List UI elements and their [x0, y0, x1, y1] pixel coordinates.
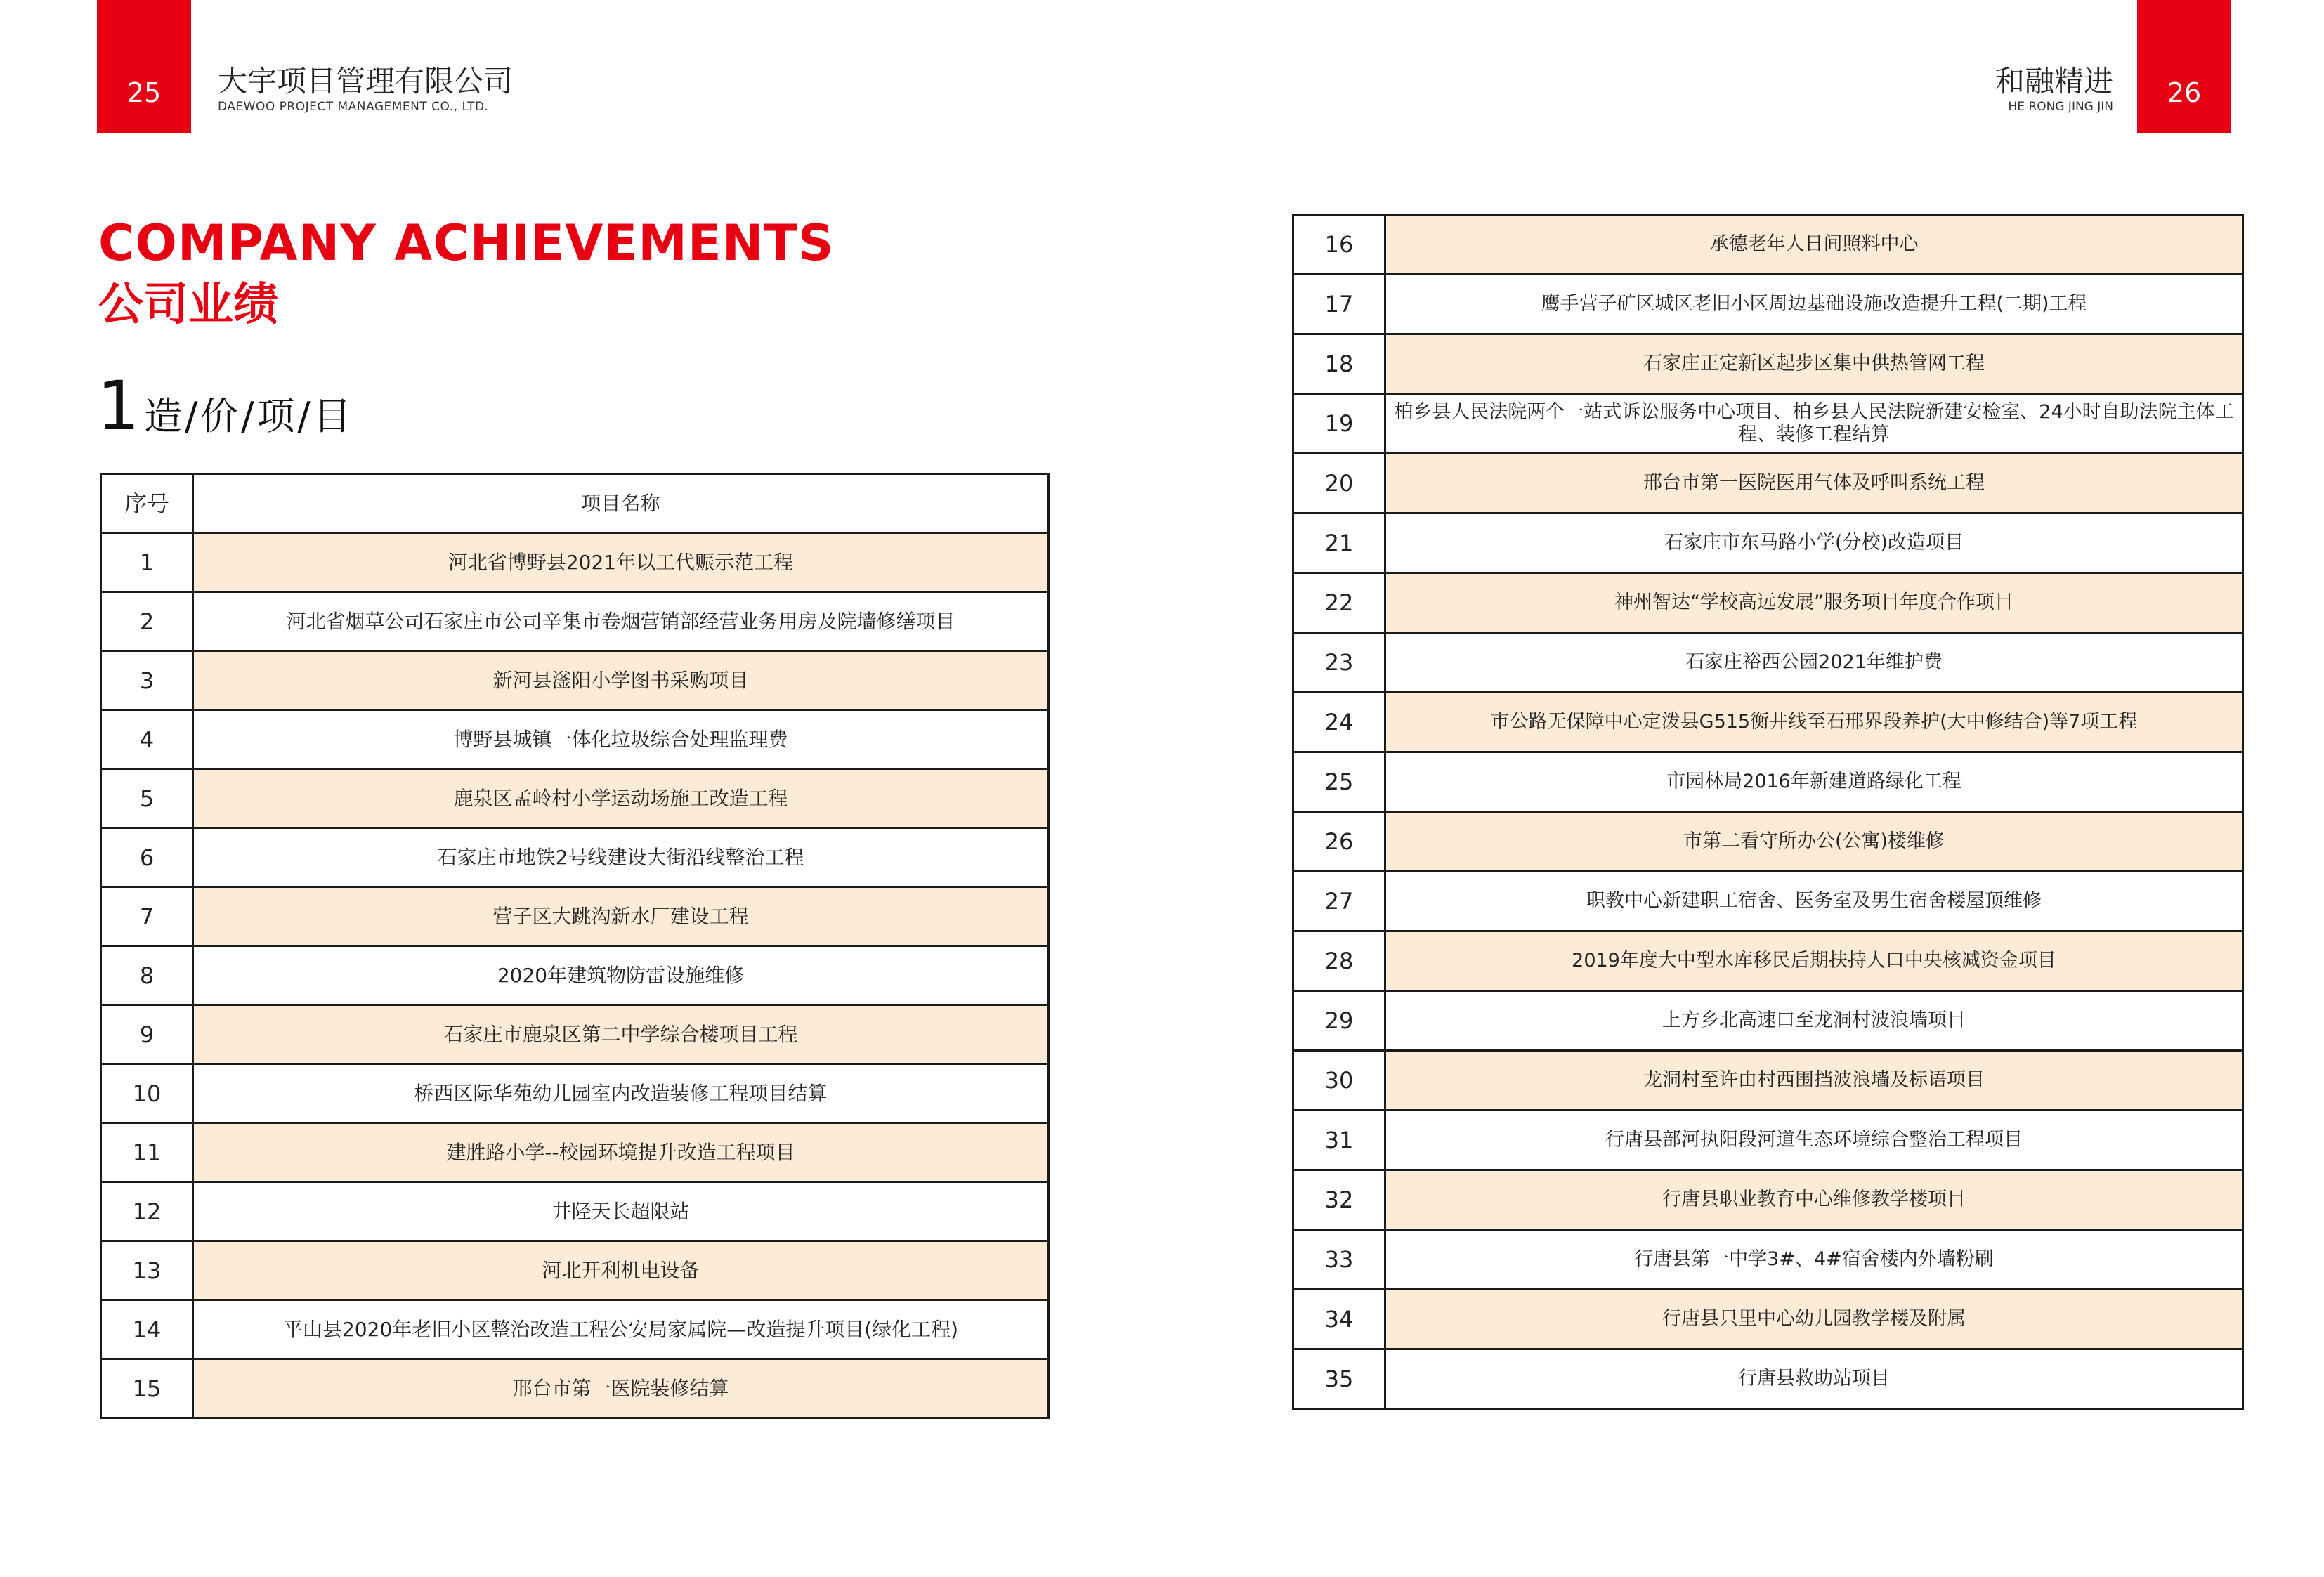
- right-page-number: 26: [2167, 77, 2202, 108]
- row-number: 7: [101, 887, 193, 946]
- row-project-name: 2020年建筑物防雷设施维修: [193, 946, 1049, 1005]
- row-number: 4: [101, 710, 193, 769]
- table-row: [1293, 1051, 2243, 1111]
- table-row: [1293, 215, 2243, 275]
- table-row: [101, 1241, 1049, 1300]
- table-row: [1293, 991, 2243, 1051]
- section-number: 1: [97, 367, 141, 445]
- row-number: 5: [101, 769, 193, 828]
- row-number: 16: [1293, 215, 1385, 275]
- row-project-name: 市公路无保障中心定泼县G515衡井线至石邢界段养护(大中修结合)等7项工程: [1385, 693, 2243, 752]
- row-project-name: 神州智达“学校高远发展”服务项目年度合作项目: [1385, 573, 2243, 633]
- row-project-name: 邢台市第一医院医用气体及呼叫系统工程: [1385, 454, 2243, 513]
- table-row: [101, 887, 1049, 946]
- company-name-en: DAEWOO PROJECT MANAGEMENT CO., LTD.: [218, 100, 489, 114]
- row-project-name: 博野县城镇一体化垃圾综合处理监理费: [193, 710, 1049, 769]
- slogan-header: [1995, 65, 2113, 114]
- row-project-name: 石家庄市东马路小学(分校)改造项目: [1385, 513, 2243, 573]
- row-project-name: 行唐县只里中心幼儿园教学楼及附属: [1385, 1290, 2243, 1349]
- row-project-name: 行唐县部河执阳段河道生态环境综合整治工程项目: [1385, 1111, 2243, 1170]
- table-row: [1293, 693, 2243, 752]
- table-row: [1293, 1170, 2243, 1230]
- table-row: [101, 1064, 1049, 1123]
- row-project-name: 行唐县职业教育中心维修教学楼项目: [1385, 1170, 2243, 1230]
- table-row: [1293, 1349, 2243, 1409]
- row-project-name: 上方乡北高速口至龙洞村波浪墙项目: [1385, 991, 2243, 1051]
- table-row: [101, 1005, 1049, 1064]
- row-number: 20: [1293, 454, 1385, 513]
- row-project-name: 鹰手营子矿区城区老旧小区周边基础设施改造提升工程(二期)工程: [1385, 275, 2243, 334]
- row-number: 19: [1293, 394, 1385, 454]
- row-number: 28: [1293, 931, 1385, 991]
- projects-table-left: [100, 473, 1050, 1419]
- row-project-name: 桥西区际华苑幼儿园室内改造装修工程项目结算: [193, 1064, 1049, 1123]
- projects-table-right: [1292, 214, 2244, 1410]
- row-project-name: 石家庄市鹿泉区第二中学综合楼项目工程: [193, 1005, 1049, 1064]
- row-number: 12: [101, 1182, 193, 1241]
- row-project-name: 龙洞村至许由村西围挡波浪墙及标语项目: [1385, 1051, 2243, 1111]
- table-row: [101, 651, 1049, 710]
- row-project-name: 建胜路小学--校园环境提升改造工程项目: [193, 1123, 1049, 1182]
- table-row: [1293, 394, 2243, 454]
- row-number: 25: [1293, 752, 1385, 812]
- row-project-name: 井陉天长超限站: [193, 1182, 1049, 1241]
- table-row: [1293, 931, 2243, 991]
- table-row: [101, 1123, 1049, 1182]
- table-row: [1293, 454, 2243, 513]
- row-number: 17: [1293, 275, 1385, 334]
- section-label: 造/价/项/目: [144, 394, 354, 438]
- row-project-name: 石家庄市地铁2号线建设大街沿线整治工程: [193, 828, 1049, 887]
- row-number: 26: [1293, 812, 1385, 872]
- header-project-name: 项目名称: [193, 474, 1049, 533]
- left-page-number-box: [97, 0, 191, 133]
- table-row: [101, 769, 1049, 828]
- row-number: 32: [1293, 1170, 1385, 1230]
- row-number: 8: [101, 946, 193, 1005]
- row-project-name: 2019年度大中型水库移民后期扶持人口中央核减资金项目: [1385, 931, 2243, 991]
- section-heading: [97, 367, 354, 445]
- table-row: [101, 710, 1049, 769]
- row-number: 22: [1293, 573, 1385, 633]
- row-project-name: 鹿泉区孟岭村小学运动场施工改造工程: [193, 769, 1049, 828]
- row-project-name: 市第二看守所办公(公寓)楼维修: [1385, 812, 2243, 872]
- table-row: [101, 828, 1049, 887]
- row-number: 1: [101, 533, 193, 592]
- table-row: [101, 1300, 1049, 1359]
- right-page-number-box: [2137, 0, 2231, 133]
- row-project-name: 营子区大跳沟新水厂建设工程: [193, 887, 1049, 946]
- table-row: [1293, 1111, 2243, 1170]
- page-title-cn: 公司业绩: [98, 279, 278, 331]
- row-project-name: 平山县2020年老旧小区整治改造工程公安局家属院—改造提升项目(绿化工程): [193, 1300, 1049, 1359]
- row-number: 2: [101, 592, 193, 651]
- table-row: [101, 946, 1049, 1005]
- row-number: 15: [101, 1359, 193, 1418]
- row-number: 18: [1293, 334, 1385, 394]
- company-name-cn: 大宇项目管理有限公司: [218, 64, 514, 98]
- row-number: 6: [101, 828, 193, 887]
- row-project-name: 石家庄裕西公园2021年维护费: [1385, 633, 2243, 693]
- row-number: 34: [1293, 1290, 1385, 1349]
- slogan-cn: 和融精进: [1995, 64, 2113, 98]
- row-number: 23: [1293, 633, 1385, 693]
- row-number: 27: [1293, 872, 1385, 931]
- table-row: [1293, 334, 2243, 394]
- table-row: [101, 1182, 1049, 1241]
- row-number: 13: [101, 1241, 193, 1300]
- table-row: [1293, 275, 2243, 334]
- table-row: [101, 592, 1049, 651]
- table-row: [1293, 1290, 2243, 1349]
- row-number: 14: [101, 1300, 193, 1359]
- row-number: 21: [1293, 513, 1385, 573]
- row-project-name: 河北省烟草公司石家庄市公司辛集市卷烟营销部经营业务用房及院墙修缮项目: [193, 592, 1049, 651]
- row-project-name: 职教中心新建职工宿舍、医务室及男生宿舍楼屋顶维修: [1385, 872, 2243, 931]
- row-number: 3: [101, 651, 193, 710]
- header-serial: 序号: [101, 474, 193, 533]
- row-project-name: 邢台市第一医院装修结算: [193, 1359, 1049, 1418]
- table-row: [1293, 872, 2243, 931]
- table-row: [1293, 812, 2243, 872]
- row-number: 33: [1293, 1230, 1385, 1290]
- row-project-name: 行唐县救助站项目: [1385, 1349, 2243, 1409]
- table-row: [101, 1359, 1049, 1418]
- table-row: [1293, 513, 2243, 573]
- row-project-name: 新河县滏阳小学图书采购项目: [193, 651, 1049, 710]
- table-row: [1293, 752, 2243, 812]
- row-project-name: 承德老年人日间照料中心: [1385, 215, 2243, 275]
- row-project-name: 市园林局2016年新建道路绿化工程: [1385, 752, 2243, 812]
- row-project-name: 河北开利机电设备: [193, 1241, 1049, 1300]
- row-number: 35: [1293, 1349, 1385, 1409]
- row-number: 10: [101, 1064, 193, 1123]
- row-number: 24: [1293, 693, 1385, 752]
- row-project-name: 行唐县第一中学3#、4#宿舍楼内外墙粉刷: [1385, 1230, 2243, 1290]
- row-project-name: 柏乡县人民法院两个一站式诉讼服务中心项目、柏乡县人民法院新建安检室、24小时自助法院主体工程、装修工程结算: [1385, 394, 2243, 454]
- table-row: [1293, 1230, 2243, 1290]
- table-header-row: [101, 474, 1049, 533]
- row-number: 31: [1293, 1111, 1385, 1170]
- row-project-name: 河北省博野县2021年以工代赈示范工程: [193, 533, 1049, 592]
- row-number: 30: [1293, 1051, 1385, 1111]
- table-row: [101, 533, 1049, 592]
- row-number: 29: [1293, 991, 1385, 1051]
- table-row: [1293, 573, 2243, 633]
- row-number: 9: [101, 1005, 193, 1064]
- slogan-en: HE RONG JING JIN: [2008, 100, 2113, 114]
- page-title-en: COMPANY ACHIEVEMENTS: [98, 214, 835, 272]
- row-number: 11: [101, 1123, 193, 1182]
- row-project-name: 石家庄正定新区起步区集中供热管网工程: [1385, 334, 2243, 394]
- company-header: [218, 65, 513, 114]
- left-page-number: 25: [126, 77, 162, 108]
- table-row: [1293, 633, 2243, 693]
